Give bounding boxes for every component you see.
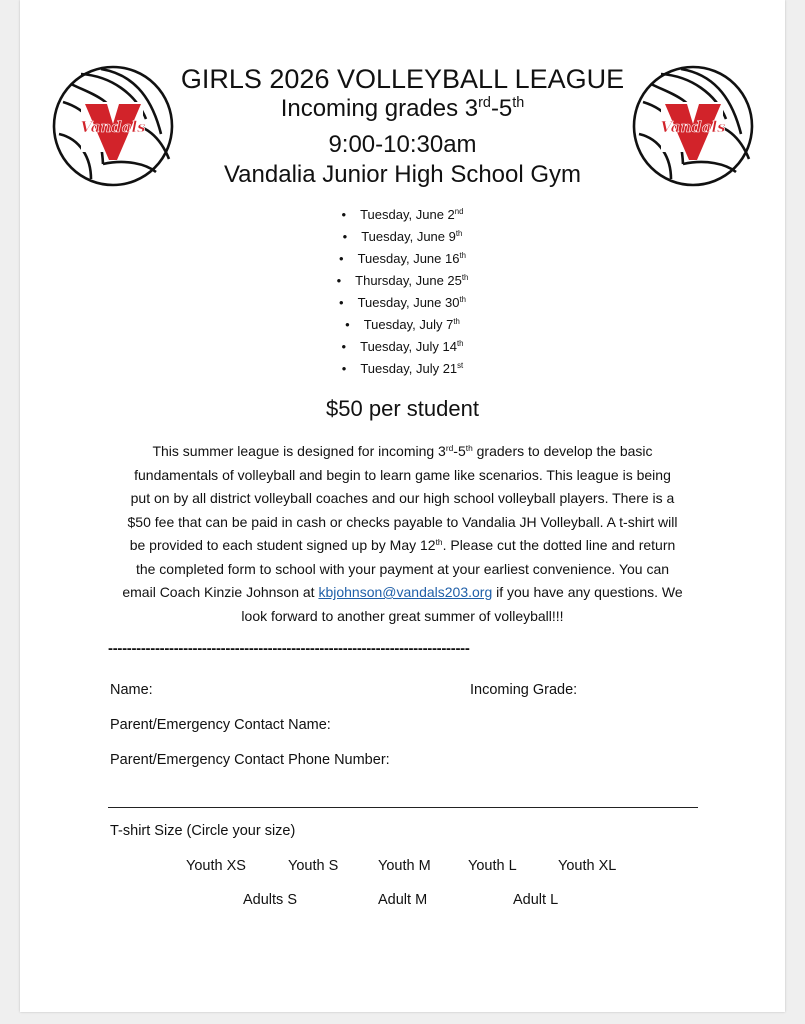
tshirt-label: T-shirt Size (Circle your size) <box>110 823 296 839</box>
size-adult-s: Adults S <box>243 892 297 908</box>
size-youth-xl: Youth XL <box>558 858 617 874</box>
contact-name-label: Parent/Emergency Contact Name: <box>110 717 331 733</box>
date-item: • Tuesday, July 14th <box>341 339 464 354</box>
date-item: • Tuesday, June 30th <box>339 295 466 310</box>
location-text: Vandalia Junior High School Gym <box>223 161 582 188</box>
flyer-title: GIRLS 2026 VOLLEYBALL LEAGUE <box>180 64 625 94</box>
contact-phone-label: Parent/Emergency Contact Phone Number: <box>110 752 390 768</box>
cut-line: ----------------------------------------------------------------------------- <box>108 640 470 657</box>
email-link[interactable]: kbjohnson@vandals203.org <box>318 584 493 600</box>
grade-label: Incoming Grade: <box>470 682 578 698</box>
grades-sup: rd <box>478 95 491 112</box>
size-adult-l: Adult L <box>513 892 559 908</box>
size-youth-m: Youth M <box>378 858 431 874</box>
grades-subtitle <box>0 95 805 123</box>
date-item: • Tuesday, July 21st <box>341 361 464 376</box>
date-item: • Tuesday, June 2nd <box>341 207 464 222</box>
date-item: • Tuesday, June 9th <box>342 229 463 244</box>
svg-text:Vandals: Vandals <box>660 118 726 136</box>
size-youth-xs: Youth XS <box>186 858 246 874</box>
time-text: 9:00-10:30am <box>328 131 477 158</box>
grades-text: Incoming grades 3 <box>280 95 479 122</box>
name-label: Name: <box>110 682 153 698</box>
date-item: • Tuesday, July 7th <box>345 317 460 332</box>
dates-list <box>0 207 805 383</box>
grades-sup: th <box>512 95 525 112</box>
date-item: • Tuesday, June 16th <box>339 251 466 266</box>
date-item: • Thursday, June 25th <box>336 273 469 288</box>
price-text: $50 per student <box>326 396 479 421</box>
grades-text: -5 <box>490 95 513 122</box>
size-adult-m: Adult M <box>378 892 428 908</box>
svg-text:Vandals: Vandals <box>80 118 146 136</box>
size-youth-l: Youth L <box>468 858 517 874</box>
description-paragraph: This summer league is designed for incoming 3rd-5th graders to develop the basic fundamentals of volleyball and begin to learn game like scenarios. This league is being put on by all district volleyball coaches and our high school volleyball players. There is a $50 fee that can be paid in cash or checks payable to Vandalia JH Volleyball. A t-shirt will be provided to each student signed up by May 12th. Please cut the dotted line and return the completed form to school with your payment at your earliest convenience. You can email Coach Kinzie Johnson at kbjohnson@vandals203.org if you have any questions. We look forward to another great summer of volleyball!!! <box>122 442 683 624</box>
size-youth-s: Youth S <box>288 858 339 874</box>
signature-line <box>108 807 698 808</box>
